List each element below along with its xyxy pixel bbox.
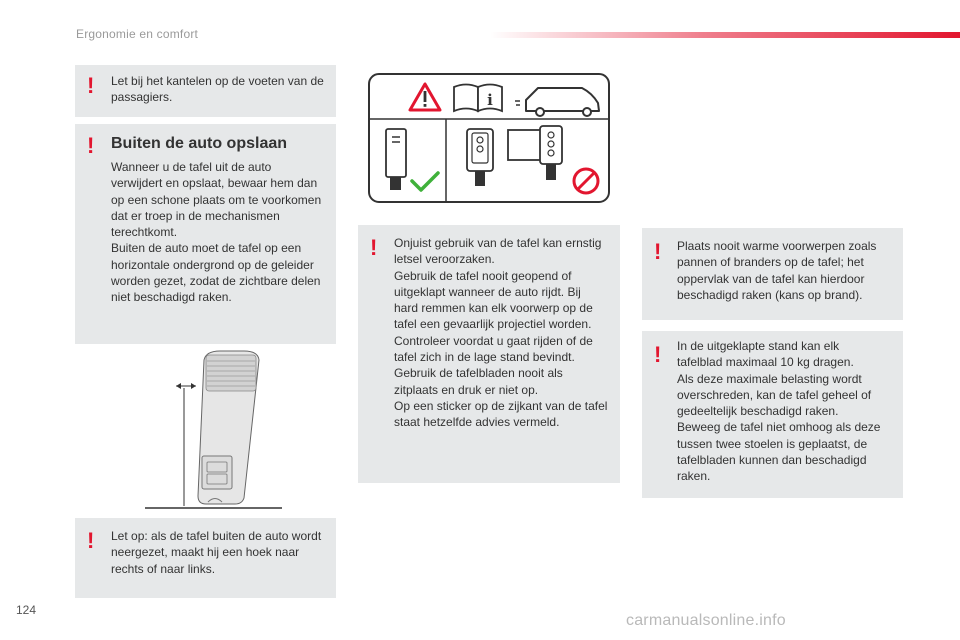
misuse-warning-box: [358, 225, 620, 483]
misuse-warning-text: Onjuist gebruik van de tafel kan ernstig letsel veroorzaken. Gebruik de tafel nooit geopend of uitgeklapt wanneer de auto rijdt. Bij hard remmen kan elk voorwerp op de tafel een gevaarlijk projectiel worden. Controleer voordat u gaat rijden of de tafel zich in de lage stand bevindt. Gebruik de tafelbladen nooit als zitplaats en druk er niet op. Op een sticker op de zijkant van de tafel staat hetzelfde advies vermeld.: [394, 236, 608, 430]
manual-info-icon: [454, 85, 502, 112]
heat-warning-box: [642, 228, 903, 320]
heat-warning-text: Plaats nooit warme voorwerpen zoals pannen of branders op de tafel; het oppervlak van de tafel kan hierdoor beschadigd raken (kans op brand).: [677, 239, 877, 302]
info-letter: i: [487, 91, 493, 109]
watermark: carmanualsonline.info: [626, 612, 786, 629]
exclamation-mark-icon: !: [370, 235, 378, 260]
page-number: 124: [16, 603, 37, 617]
storage-warning-text: Wanneer u de tafel uit de auto verwijdert en opslaat, bewaar hem dan op een schone plaats om te voorkomen dat er troep in de mechanismen terechtkomt. Buiten de auto moet de tafel op een horizontale ondergrond op de geleider worden gezet, zodat de zichtbare delen niet beschadigd raken.: [111, 160, 322, 305]
prohibited-icon: [574, 169, 598, 193]
exclamation-mark-icon: !: [87, 528, 95, 553]
header-accent-bar: [490, 32, 960, 38]
table-outside-illustration: [140, 348, 290, 513]
angle-warning-box: [75, 518, 336, 598]
exclamation-mark-icon: !: [87, 73, 95, 98]
tilt-warning-box: [75, 65, 336, 117]
exclamation-mark-icon: !: [87, 133, 95, 158]
tilt-warning-text: Let bij het kantelen op de voeten van de passagiers.: [111, 74, 324, 105]
warning-sticker-illustration: [368, 73, 610, 203]
exclamation-mark-icon: !: [654, 342, 662, 367]
exclamation-mark-icon: !: [654, 239, 662, 264]
load-warning-box: [642, 331, 903, 498]
section-title: Ergonomie en comfort: [76, 27, 199, 41]
storage-warning-box: [75, 124, 336, 344]
angle-warning-text: Let op: als de tafel buiten de auto wordt neergezet, maakt hij een hoek naar rechts of naar links.: [111, 529, 322, 576]
storage-warning-title: Buiten de auto opslaan: [111, 135, 288, 152]
load-warning-text: In de uitgeklapte stand kan elk tafelblad maximaal 10 kg dragen. Als deze maximale belasting wordt overschreden, kan de tafel geheel of gedeeltelijk beschadigd raken. Beweeg de tafel niet omhoog als deze tussen twee stoelen is geplaatst, de tafelbladen kunnen dan beschadigd raken.: [677, 339, 881, 484]
